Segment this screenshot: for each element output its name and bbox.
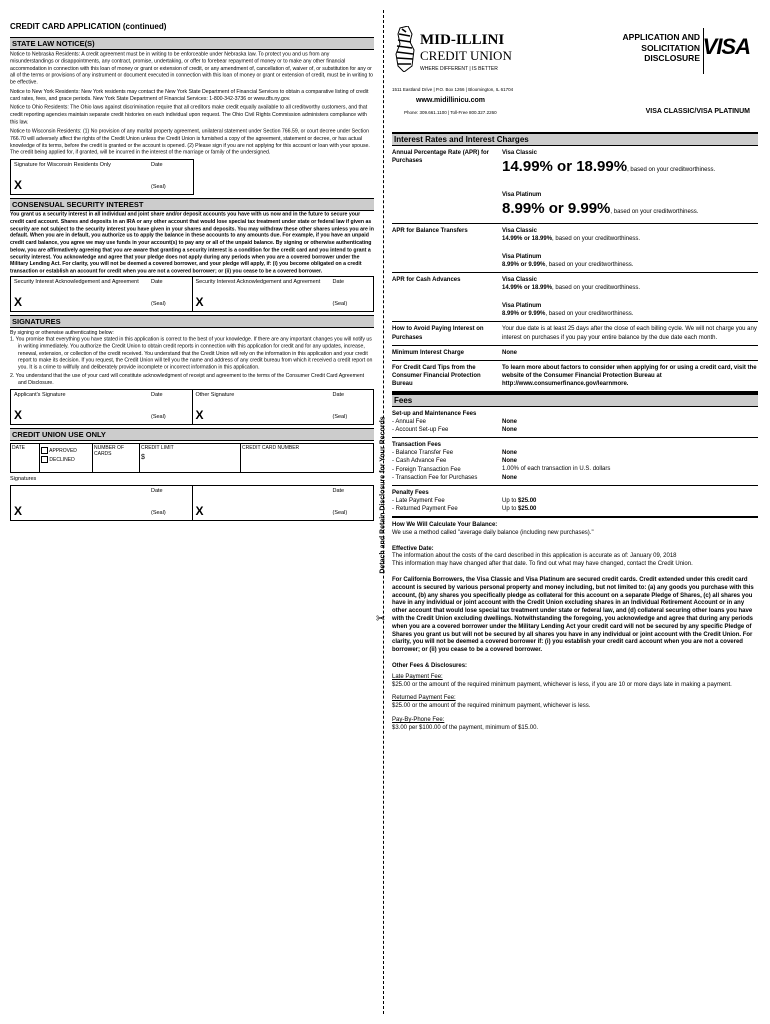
apr-balance-label: APR for Balance Transfers [392,227,468,234]
apr-cash-row [392,273,758,322]
avoid-interest-label: How to Avoid Paying Interest on Purchases [392,326,484,341]
visa-classic-label: Visa Classic [502,227,537,234]
consensual-title: CONSENSUAL SECURITY INTEREST [10,198,374,211]
applicant-signature-box[interactable] [10,389,374,425]
min-interest-label: Minimum Interest Charge [392,349,465,356]
classic-cash-rate: 14.99% or 18.99% [502,285,553,292]
apr-cash-label: APR for Cash Advances [392,277,461,284]
visa-classic-label: Visa Classic [502,150,537,156]
creditworthiness-note: , based on your creditworthiness. [552,235,641,242]
returned-payment-title: Returned Payment Fee: [392,695,456,702]
visa-platinum-label: Visa Platinum [502,192,542,199]
penalty-fees-label: Penalty Fees [392,489,429,496]
date-label: Date [151,392,163,399]
cu-use-table [10,443,374,473]
late-payment-text: $25.00 or the amount of the required minimum payment, whichever is less, if you are 10 or more days late in making a payment. [392,681,732,688]
annual-fee-value: None [502,419,517,425]
ft-fee-label: - Foreign Transaction Fee [392,466,461,473]
ca-fee-value: None [502,458,517,465]
cu-phone: Phone: 309.661.1100 | Toll-Free 800.327.2260 [404,110,497,115]
security-signature-box[interactable] [10,276,374,312]
zebra-logo-icon [394,26,416,72]
date-label: Date [151,488,163,495]
scissors-icon: ✂ [376,613,386,625]
ohio-notice: Notice to Ohio Residents: The Ohio laws against discrimination require that all creditors make credit equally available to all creditworthy customers, and that credit reporting agencies maintain separate credit histories on each individual upon request. The Ohio Civil Rights Commission administers compliance with this law. [10,104,368,126]
product-name: VISA CLASSIC/VISA PLATINUM [645,108,750,115]
cfpb-tips-text: To learn more about factors to consider when applying for or using a credit card, visit the website of the Consumer Financial Protection Bureau at http://www.consumerfinance.gov/learnmore. [502,364,757,387]
setup-fee-label: - Account Set-up Fee [392,427,449,434]
date-label: Date [332,488,345,495]
wisconsin-notice: Notice to Wisconsin Residents: (1) No provision of any marital property agreement, unilateral statement under Section 766.59, or court decree under Section 766.70 will adversely affect the rights of the Credit Union unless the Credit Union is furnished a copy of the agreement, statement or decree, or has actual knowledge of its terms, before the credit is granted or the account is opened. (2) Please sign if you are not applying for this account or loan with your spouse. The credit being applied for, if granted, will be incurred in the interest of the marriage or family of the undersigned. [10,127,370,156]
fees-title: Fees [392,393,758,407]
doc-title-line3: DISCLOSURE [644,53,700,64]
ca-fee-label: - Cash Advance Fee [392,458,447,465]
nebraska-notice: Notice to Nebraska Residents: A credit agreement must be in writing to be enforceable under Nebraska law. To protect you and us from any misunderstandings or disappointments, any contract, promise, undertaking, or offer to forebear repayment of money or to make any other financial accommodation in connection with this loan of money or grant or extension of credit, or any amendment of, cancellation of, waiver of, or substitution for any or all of the terms or provisions of any instrument or document executed in connection with this loan of money or grant or extension of credit, must be in writing to be effective. [10,51,374,86]
card-number-label: CREDIT CARD NUMBER [242,445,300,452]
cu-website: www.midillinicu.com [416,97,485,104]
creditworthiness-note: , based on your creditworthiness. [552,285,641,292]
pay-by-phone-title: Pay-By-Phone Fee: [392,716,445,723]
seal-label: (Seal) [332,301,348,308]
cu-signatures-label: Signatures [10,476,37,483]
calc-title: How We Will Calculate Your Balance: [392,522,498,529]
consensual-body: You grant us a security interest in all individual and joint share and/or deposit accounts you have with us now and in the future to secure your credit card account. Shares and deposits in an IRA or any other account that would lose special tax treatment under state or federal law if given as security are not subject to the security interest you have given in your shares and deposits. You may withdraw these other shares unless you are in default. When you are in default, you authorize us to apply the balance in these accounts to any amounts due. For example, if you have an unpaid credit card balance, you agree we may use funds in your account(s) to pay any or all of the unpaid balance. By signing or otherwise authenticating below, you are affirmatively agreeing that you are aware that granting a security interest is a condition for the credit card and you intend to grant a security interest. You acknowledge and agree that your pledge does not apply during any periods when you are a covered borrower under the Military Lending Act. For clarity, you will not be deemed a covered borrower, and your pledge will apply, if: (i) you become obligated on a credit transaction or establish an account for credit when you are not a covered borrower; or (ii) you cease to be a covered borrower. [10,210,374,274]
visa-classic-label: Visa Classic [502,277,537,284]
effective-text-2: This information may have changed after that date. To find out what may have changed, contact the Credit Union. [392,561,693,568]
apr-balance-row [392,224,758,273]
seal-label: (Seal) [332,414,348,421]
newyork-notice: Notice to New York Residents: New York residents may contact the New York State Department of Financial Services to obtain a comparative listing of credit card rates, fees, and grace periods. New York State Department of Financial Services: 1-800-342-3736 or www.dfs.ny.gov. [10,88,369,102]
annual-fee-label: - Annual Fee [392,419,427,426]
min-interest-value: None [502,349,517,356]
disclosure [392,22,758,733]
doc-title-line1: APPLICATION AND [622,32,700,42]
visa-logo: VISA [702,34,750,59]
bt-fee-value: None [502,450,517,457]
date-label: Date [151,161,163,168]
signature-x: X [14,408,23,423]
seal-label: (Seal) [151,183,166,190]
signature-x: X [195,408,204,423]
signature-x: X [195,295,204,310]
cfpb-tips-label: For Credit Card Tips from the Consumer Financial Protection Bureau [392,364,481,387]
late-payment-title: Late Payment Fee: [392,673,443,680]
signatures-item-2: 2. You understand that the use of your card will constitute acknowledgment of receipt and agreement to the terms of the Consumer Credit Card Agreement and Disclosure. [10,372,365,386]
effective-text: The information about the costs of the card described in this application is accurate as of: January 09, 2018 [392,553,677,560]
setup-fee-value: None [502,427,517,434]
security-signature-label: Security Interest Acknowledgement and Agreement [14,279,139,286]
creditworthiness-note: , based on your creditworthiness. [610,209,699,216]
signatures-item-1: 1. You promise that everything you have stated in this application is correct to the best of your knowledge. If there are any important changes you will notify us in writing immediately. You authorize the Credit Union to obtain credit reports in connection with this application for credit and for any updates, increase, renewal, extension, or collection of the credit received. You understand that the Credit Union will rely on the information in this application and your credit report to make its decision. If you request, the Credit Union will tell you the name and address of any credit bureau from which it received a credit report on you. It is a crime to willfully and deliberately provide incomplete or incorrect information in this application. [10,336,373,371]
logo-sub: CREDIT UNION [420,48,512,63]
dollar-sign: $ [141,454,145,462]
california-notice: For California Borrowers, the Visa Classic and Visa Platinum are secured credit cards. Credit extended under this credit card account is secured by various personal property and money including, but not limited to: (a) any goods you purchase with this account, (b) any shares you specifically pledge as collateral for this account on a separate Pledge of Shares, (c) all shares you have in any individual or joint account with the Credit Union excluding shares in an Individual Retirement Account or in any other account that would lose special tax treatment under state or federal law, and (d) collateral securing other loans you have with the Credit Union excluding dwellings. Notwithstanding the foregoing, you acknowledge and agree that during any periods when you are a covered borrower under the Military Lending Act your credit card will not be secured by any specific Pledge of Shares you grant us but will not be secured by all shares you have in any individual or joint account with the Credit Union. For clarity, you will not be deemed a covered borrower if: (i) you establish your credit card account when you are not a covered borrower; or (ii) you cease to be a covered borrower. [392,577,754,654]
doc-title-line2: SOLICITATION [641,42,700,53]
pay-by-phone-text: $3.00 per $100.00 of the payment, minimum of $15.00. [392,724,539,731]
other-fees-title: Other Fees & Disclosures: [392,662,468,669]
credit-limit-label: CREDIT LIMIT [141,445,174,452]
late-upto: Up to [502,497,519,504]
apr-purchases-row [392,146,758,224]
bt-fee-label: - Balance Transfer Fee [392,450,454,457]
signature-x: X [14,295,23,310]
classic-purchase-rate: 14.99% or 18.99% [502,158,628,176]
other-signature-label: Other Signature [195,392,235,399]
creditworthiness-note: , based on your creditworthiness. [545,261,634,268]
avoid-interest-row [392,322,758,345]
signature-x: X [14,177,23,192]
rates-title: Interest Rates and Interest Charges [392,132,758,146]
tp-fee-label: - Transaction Fee for Purchases [392,474,478,481]
late-fee-value: $25.00 [518,497,537,504]
disclosure-header [392,22,758,126]
returned-fee-value: $25.00 [518,505,537,512]
form-header: CREDIT CARD APPLICATION (continued) [10,22,167,31]
returned-upto: Up to [502,505,519,512]
cu-use-title: CREDIT UNION USE ONLY [10,428,374,441]
state-law-title: STATE LAW NOTICE(S) [10,37,374,50]
date-label: Date [332,279,345,286]
seal-label: (Seal) [332,510,348,517]
cfpb-tips-row [392,361,758,393]
approved-label: APPROVED [49,448,77,455]
min-interest-row [392,346,758,361]
logo-name: MID-ILLINI [420,32,505,48]
avoid-interest-text: Your due date is at least 25 days after the close of each billing cycle. We will not charge you any interest on purchases if you pay your entire balance by the due date each month. [502,326,757,341]
cu-date-label: DATE [12,445,25,452]
date-label: Date [151,279,163,286]
platinum-cash-rate: 8.99% or 9.99% [502,311,546,318]
tp-fee-value: None [502,474,517,481]
effective-title: Effective Date: [392,545,434,552]
transaction-fees-row [392,438,758,485]
ft-fee-value: 1.00% of each transaction in U.S. dollars [502,466,611,473]
returned-fee-label: - Returned Payment Fee [392,505,458,512]
applicant-signature-label: Applicant's Signature [14,392,66,399]
classic-balance-rate: 14.99% or 18.99% [502,235,553,242]
security-signature-label: Security Interest Acknowledgement and Agreement [195,279,321,286]
wisconsin-signature-box[interactable] [10,159,194,195]
detach-text: Detach and Retain Disclosure for Your Records [379,416,387,574]
setup-fees-label: Set-up and Maintenance Fees [392,411,477,417]
visa-platinum-label: Visa Platinum [502,253,542,260]
signatures-title: SIGNATURES [10,315,374,328]
setup-fees-row [392,407,758,438]
signature-x: X [14,504,23,519]
creditworthiness-note: , based on your creditworthiness. [545,311,634,318]
approved-checkbox[interactable] [41,447,48,454]
apr-purchases-label: Annual Percentage Rate (APR) for Purchases [392,150,490,165]
visa-platinum-label: Visa Platinum [502,303,542,310]
logo-tagline: WHERE DIFFERENT | IS BETTER [420,66,498,72]
wisconsin-signature-label: Signature for Wisconsin Residents Only [14,161,111,168]
cu-address: 1511 Eastland Drive | P.O. Box 1266 | Bloomington, IL 61704 [392,87,514,92]
creditworthiness-note: , based on your creditworthiness. [627,167,716,174]
seal-label: (Seal) [151,301,166,308]
seal-label: (Seal) [151,414,166,421]
returned-payment-text: $25.00 or the amount of the required minimum payment, whichever is less. [392,703,591,710]
penalty-fees-row [392,486,758,518]
signature-x: X [195,504,204,519]
transaction-fees-label: Transaction Fees [392,442,442,449]
application-form [10,22,374,524]
declined-checkbox[interactable] [41,456,48,463]
date-label: Date [332,392,345,399]
signatures-intro: By signing or otherwise authenticating below: [10,330,114,337]
declined-label: DECLINED [49,457,75,464]
late-fee-label: - Late Payment Fee [392,497,445,504]
platinum-balance-rate: 8.99% or 9.99% [502,261,546,268]
calc-text: We use a method called "average daily balance (including new purchases)." [392,529,594,536]
seal-label: (Seal) [151,510,166,517]
num-cards-label: NUMBER OF CARDS [94,445,124,458]
platinum-purchase-rate: 8.99% or 9.99% [502,200,611,218]
cu-signature-box[interactable] [10,485,374,521]
